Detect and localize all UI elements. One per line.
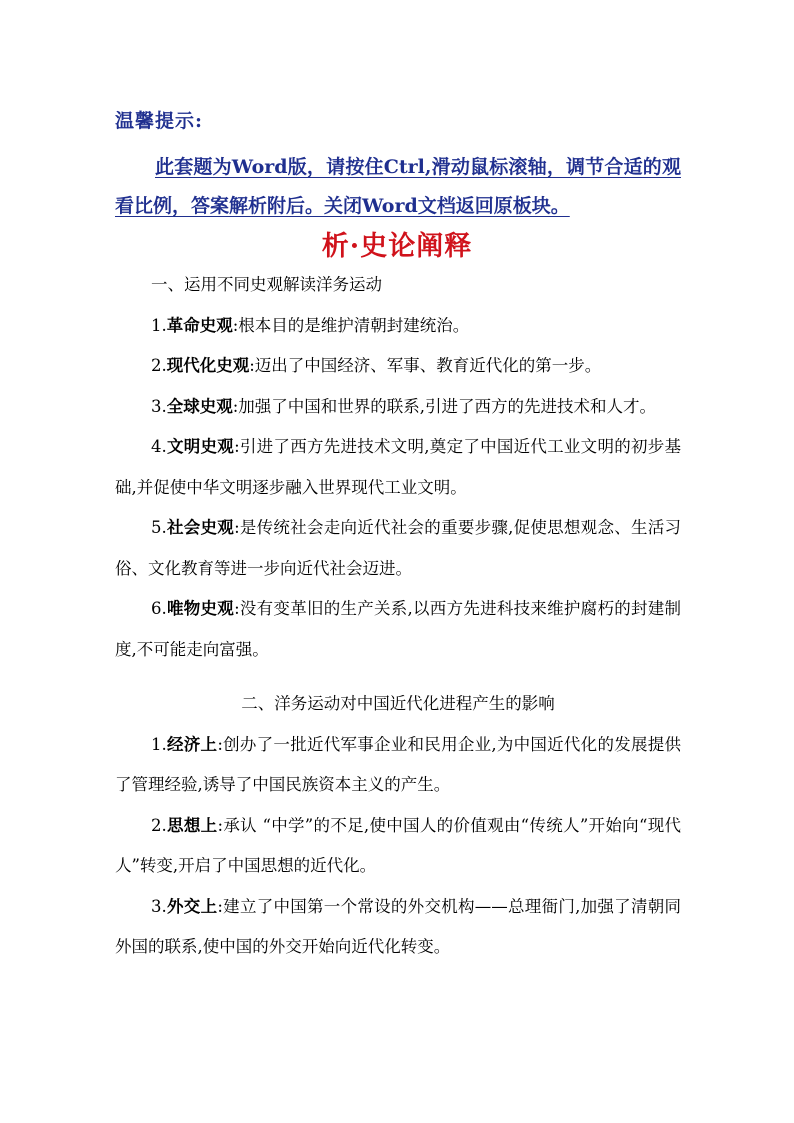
item-text: :加强了中国和世界的联系,引进了西方的先进技术和人才。 xyxy=(232,396,657,416)
part1-item xyxy=(115,508,681,589)
tip-heading: 温馨提示: xyxy=(115,110,204,132)
item-label: 文明史观 xyxy=(166,437,235,456)
item-label: 全球史观 xyxy=(166,396,233,416)
item-text: :根本目的是维护清朝封建统治。 xyxy=(232,315,470,335)
tip-body: 此套题为Word版，请按住Ctrl,滑动鼠标滚轴，调节合适的观看比例，答案解析附后。关闭Word文档返回原板块。 xyxy=(115,156,681,217)
item-text: :引进了西方先进技术文明,奠定了中国近代工业文明的初步基础,并促使中华文明逐步融入世界现代工业文明。 xyxy=(115,437,682,497)
item-text: :承认 “中学”的不足,使中国人的价值观由“传统人”开始向“现代人”转变,开启了中国思想的近代化。 xyxy=(115,815,681,875)
part2-heading: 二、洋务运动对中国近代化进程产生的影响 xyxy=(241,694,555,713)
item-label: 社会史观 xyxy=(166,518,235,537)
part2-item xyxy=(115,806,681,887)
item-text: :是传统社会走向近代社会的重要步骤,促使思想观念、生活习俗、文化教育等进一步向近代社会迈进。 xyxy=(115,518,682,578)
section-title: 析·史论阐释 xyxy=(321,231,473,262)
item-number: 2. xyxy=(151,815,167,835)
part2-item xyxy=(115,725,681,806)
part1-item xyxy=(115,346,681,387)
item-text: :迈出了中国经济、军事、教育近代化的第一步。 xyxy=(249,356,602,375)
item-text: :创办了一批近代军事企业和民用企业,为中国近代化的发展提供了管理经验,诱导了中国民族资本主义的产生。 xyxy=(115,734,681,794)
part1-item xyxy=(115,387,681,428)
item-label: 革命史观 xyxy=(166,315,233,335)
item-number: 3. xyxy=(151,396,167,416)
item-label: 外交上 xyxy=(166,896,218,916)
part1-item xyxy=(115,427,681,508)
item-number: 1. xyxy=(151,315,167,335)
item-label: 现代化史观 xyxy=(166,356,250,375)
document-content xyxy=(115,265,681,968)
item-number: 1. xyxy=(151,734,167,754)
item-label: 思想上 xyxy=(166,815,218,835)
item-label: 经济上 xyxy=(166,734,218,754)
part1-heading: 一、运用不同史观解读洋务运动 xyxy=(151,275,382,294)
item-number: 3. xyxy=(151,896,167,916)
item-text: :建立了中国第一个常设的外交机构——总理衙门,加强了清朝同外国的联系,使中国的外交开始向近代化转变。 xyxy=(115,896,681,956)
item-number: 4. xyxy=(151,437,167,456)
part1-item xyxy=(115,589,681,670)
part2-item xyxy=(115,887,681,968)
part1-item xyxy=(115,306,681,347)
item-number: 2. xyxy=(151,356,167,375)
item-number: 6. xyxy=(151,599,167,618)
item-text: :没有变革旧的生产关系,以西方先进科技来维护腐朽的封建制度,不可能走向富强。 xyxy=(115,599,682,659)
item-label: 唯物史观 xyxy=(166,599,235,618)
item-number: 5. xyxy=(151,518,167,537)
